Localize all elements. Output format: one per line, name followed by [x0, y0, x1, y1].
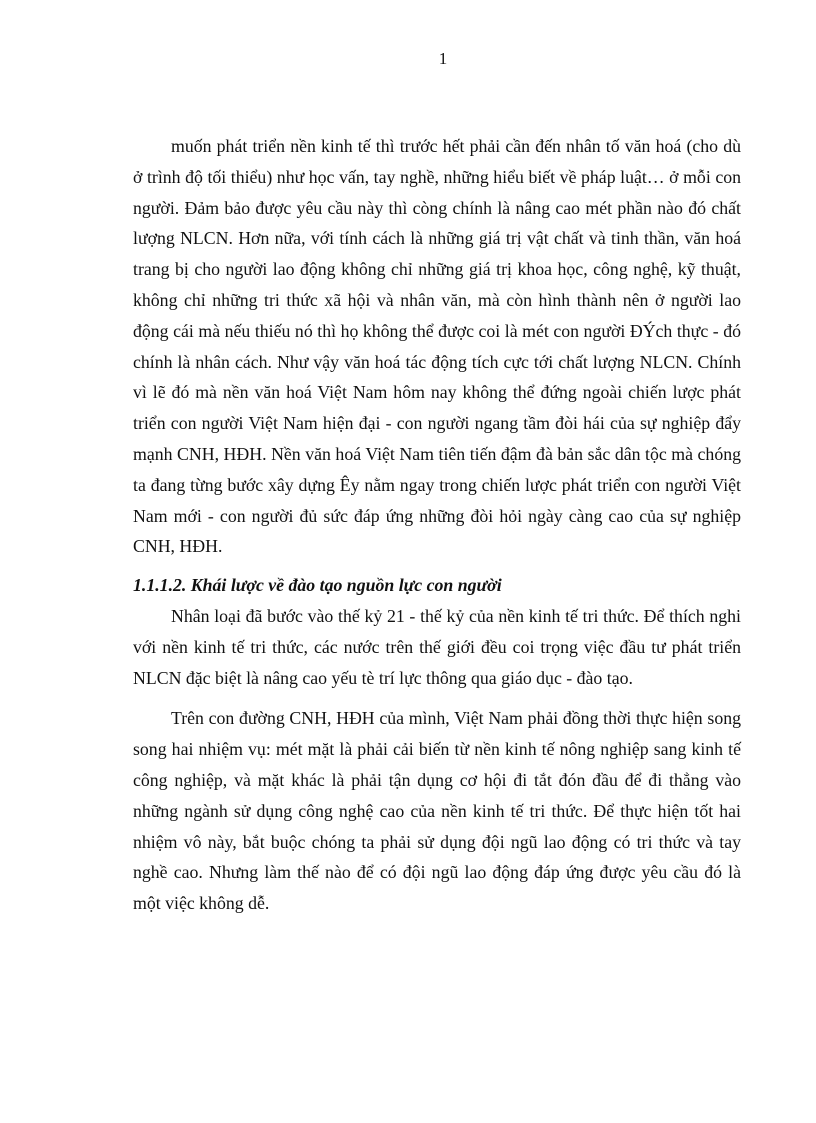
document-body — [133, 131, 741, 919]
page-number: 1 — [438, 49, 448, 68]
body-paragraph: Trên con đường CNH, HĐH của mình, Việt Nam phải đồng thời thực hiện song song hai nhiệm vụ: mét mặt là phải cải biến từ nền kinh tế nông nghiệp sang kinh tế công nghiệp, và mặt khác là phải tận dụng cơ hội đi tắt đón đầu để đi thẳng vào những ngành sử dụng công nghệ cao của nền kinh tế tri thức. Để thực hiện tốt hai nhiệm vô này, bắt buộc chóng ta phải sử dụng đội ngũ lao động có tri thức và tay nghề cao. Nhưng làm thế nào để có đội ngũ lao động đáp ứng được yêu cầu đó là một việc không dễ. — [133, 708, 741, 914]
body-paragraph: muốn phát triển nền kinh tế thì trước hết phải cần đến nhân tố văn hoá (cho dù ở trình độ tối thiểu) như học vấn, tay nghề, những hiểu biết về pháp luật… ở mỗi con người. Đảm bảo được yêu cầu này thì còng chính là nâng cao mét phần nào đó chất lượng NLCN. Hơn nữa, với tính cách là những giá trị vật chất và tinh thần, văn hoá trang bị cho người lao động không chỉ những giá trị khoa học, công nghệ, kỹ thuật, không chỉ những tri thức xã hội và nhân văn, mà còn hình thành nên ở người lao động cái mà nếu thiếu nó thì họ không thể được coi là mét con người ĐÝch thực - đó chính là nhân cách. Như vậy văn hoá tác động tích cực tới chất lượng NLCN. Chính vì lẽ đó mà nền văn hoá Việt Nam hôm nay không thể đứng ngoài chiến lược phát triển con người Việt Nam hiện đại - con người ngang tầm đòi hái của sự nghiệp đẩy mạnh CNH, HĐH. Nền văn hoá Việt Nam tiên tiến đậm đà bản sắc dân tộc mà chóng ta đang từng bước xây dựng Êy nằm ngay trong chiến lược phát triển con người Việt Nam mới - con người đủ sức đáp ứng những đòi hỏi ngày càng cao của sự nghiệp CNH, HĐH. — [133, 136, 741, 557]
section-heading: 1.1.1.2. Khái lược về đào tạo nguồn lực con người — [133, 575, 502, 596]
body-paragraph: Nhân loại đã bước vào thế kỷ 21 - thế kỷ của nền kinh tế tri thức. Để thích nghi với nền kinh tế tri thức, các nước trên thế giới đều coi trọng việc đầu tư phát triển NLCN đặc biệt là nâng cao yếu tè trí lực thông qua giáo dục - đào tạo. — [133, 605, 741, 688]
